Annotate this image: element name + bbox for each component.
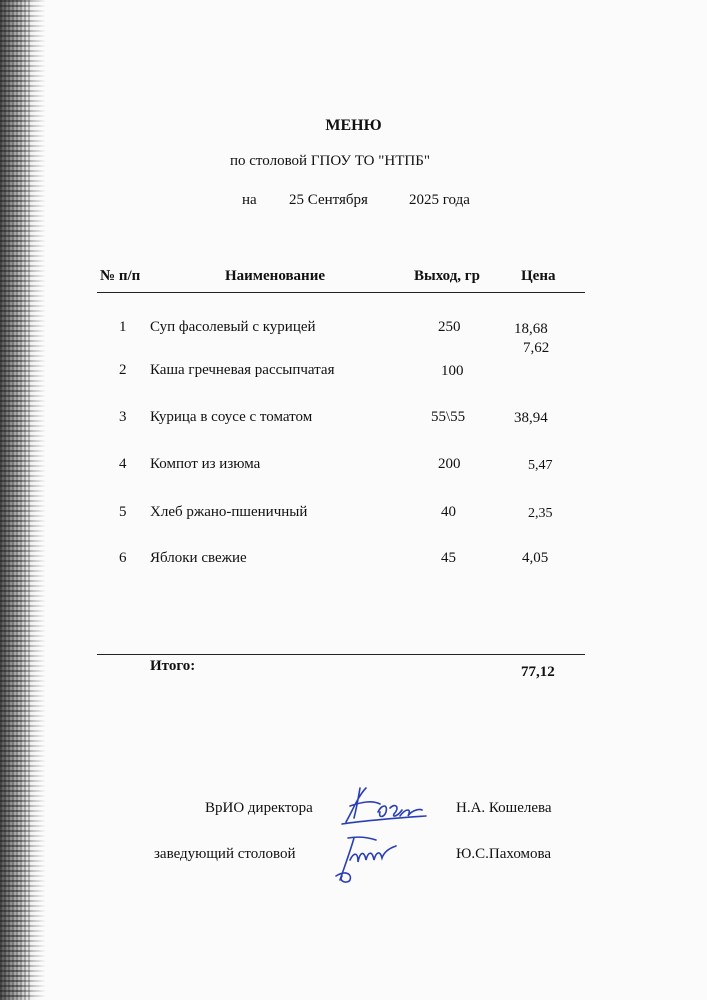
director-signature-icon <box>338 782 430 828</box>
document-title: МЕНЮ <box>325 117 382 134</box>
row-price: 38,94 <box>514 410 548 426</box>
row-yield: 100 <box>441 363 464 379</box>
total-value: 77,12 <box>521 664 555 680</box>
total-label: Итого: <box>150 658 196 674</box>
row-number: 4 <box>119 456 127 472</box>
row-number: 2 <box>119 362 127 378</box>
row-name: Компот из изюма <box>150 456 261 472</box>
header-price: Цена <box>521 268 556 284</box>
row-yield: 40 <box>441 504 456 520</box>
row-price: 4,05 <box>522 550 549 566</box>
row-name: Яблоки свежие <box>150 550 247 566</box>
date-day-month: 25 Сентября <box>289 192 368 208</box>
row-price: 5,47 <box>528 458 553 473</box>
row-price: 7,62 <box>523 340 550 356</box>
signer-role-canteen-head: заведующий столовой <box>154 846 296 862</box>
header-number: № п/п <box>100 268 141 284</box>
canteen-head-signature-icon <box>330 830 410 886</box>
signer-name-director: Н.А. Кошелева <box>456 800 552 816</box>
row-price: 2,35 <box>528 506 553 521</box>
row-name: Каша гречневая рассыпчатая <box>150 362 335 378</box>
header-yield: Выход, гр <box>414 268 480 284</box>
signer-name-canteen-head: Ю.С.Пахомова <box>456 846 552 862</box>
scan-edge-texture <box>0 0 30 1000</box>
row-yield: 250 <box>438 319 461 335</box>
date-year: 2025 года <box>409 192 470 208</box>
row-name: Курица в соусе с томатом <box>150 409 313 425</box>
row-yield: 200 <box>438 456 461 472</box>
row-name: Хлеб ржано-пшеничный <box>150 504 308 520</box>
header-name: Наименование <box>225 268 325 284</box>
total-rule <box>97 654 585 655</box>
row-number: 1 <box>119 319 127 335</box>
row-number: 3 <box>119 409 127 425</box>
row-yield: 55\55 <box>431 409 466 425</box>
row-name: Суп фасолевый с курицей <box>150 319 316 335</box>
row-yield: 45 <box>441 550 456 566</box>
document-subtitle: по столовой ГПОУ ТО "НТПБ" <box>230 153 430 169</box>
row-number: 5 <box>119 504 127 520</box>
row-number: 6 <box>119 550 127 566</box>
signer-role-director: ВрИО директора <box>205 800 313 816</box>
header-rule <box>97 292 585 293</box>
date-prefix: на <box>242 192 257 208</box>
row-price: 18,68 <box>514 321 548 337</box>
